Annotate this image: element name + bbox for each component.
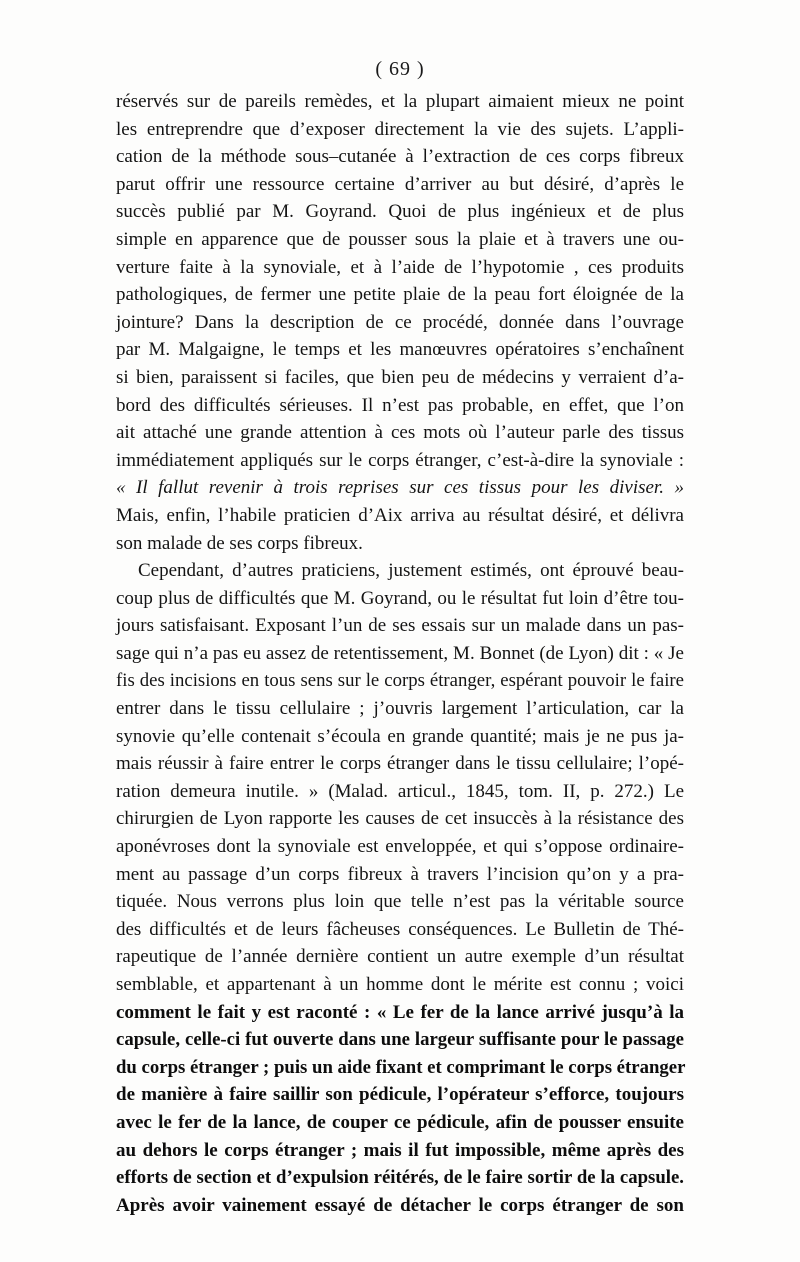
text-line: de manière à faire saillir son pédicule, l’opérateur s’efforce, toujours xyxy=(116,1084,684,1106)
text-line: capsule, celle-ci fut ouverte dans une largeur suffisante pour le passage xyxy=(116,1029,684,1051)
text-line: jours satisfaisant. Exposant l’un de ses essais sur un malade dans un pas- xyxy=(116,615,684,637)
text-line: fis des incisions en tous sens sur le corps étranger, espérant pouvoir le faire xyxy=(116,670,684,692)
text-line: tiquée. Nous verrons plus loin que telle n’est pas la véritable source xyxy=(116,891,684,913)
text-line: les entreprendre que d’exposer directement la vie des sujets. L’appli- xyxy=(116,118,684,140)
text-line: jointure? Dans la description de ce procédé, donnée dans l’ouvrage xyxy=(116,311,684,333)
text-line: ait attaché une grande attention à ces mots où l’auteur parle des tissus xyxy=(116,422,684,444)
text-line: des difficultés et de leurs fâcheuses conséquences. Le Bulletin de Thé- xyxy=(116,918,684,940)
text-line: au dehors le corps étranger ; mais il fut impossible, même après des xyxy=(116,1139,684,1161)
text-line: bord des difficultés sérieuses. Il n’est pas probable, en effet, que l’on xyxy=(116,394,684,416)
text-line: chirurgien de Lyon rapporte les causes de cet insuccès à la résistance des xyxy=(116,808,684,830)
text-line: entrer dans le tissu cellulaire ; j’ouvris largement l’articulation, car la xyxy=(116,698,684,720)
text-line: comment le fait y est raconté : « Le fer de la lance arrivé jusqu’à la xyxy=(116,1001,684,1023)
text-line: ration demeura inutile. » (Malad. articul., 1845, tom. II, p. 272.) Le xyxy=(116,780,684,802)
text-line: Cependant, d’autres praticiens, justement estimés, ont éprouvé beau- xyxy=(138,560,684,582)
text-line: succès publié par M. Goyrand. Quoi de plus ingénieux et de plus xyxy=(116,201,684,223)
text-line: son malade de ses corps fibreux. xyxy=(116,532,363,554)
text-line: mais réussir à faire entrer le corps étranger dans le tissu cellulaire; l’opé- xyxy=(116,753,684,775)
text-line: avec le fer de la lance, de couper ce pédicule, afin de pousser ensuite xyxy=(116,1111,684,1133)
text-line: efforts de section et d’expulsion réitérés, de le faire sortir de la capsule. xyxy=(116,1167,684,1189)
text-line: verture faite à la synoviale, et à l’aide de l’hypotomie , ces produits xyxy=(116,256,684,278)
text-line: immédiatement appliqués sur le corps étranger, c’est-à-dire la synoviale : xyxy=(116,449,684,471)
text-line: rapeutique de l’année dernière contient un autre exemple d’un résultat xyxy=(116,946,684,968)
text-line: aponévroses dont la synoviale est enveloppée, et qui s’oppose ordinaire- xyxy=(116,836,684,858)
text-line: sage qui n’a pas eu assez de retentissement, M. Bonnet (de Lyon) dit : « Je xyxy=(116,642,684,664)
text-line: réservés sur de pareils remèdes, et la plupart aimaient mieux ne point xyxy=(116,91,684,112)
text-line: par M. Malgaigne, le temps et les manœuvres opératoires s’enchaînent xyxy=(116,339,684,361)
text-line: si bien, paraissent si faciles, que bien peu de médecins y verraient d’a- xyxy=(116,366,684,388)
text-line: synovie qu’elle contenait s’écoula en grande quantité; mais je ne pus ja- xyxy=(116,725,684,747)
text-line: coup plus de difficultés que M. Goyrand, ou le résultat fut loin d’être tou- xyxy=(116,587,684,609)
quotation-line: « Il fallut revenir à trois reprises sur ces tissus pour les diviser. » xyxy=(116,477,684,499)
text-line: parut offrir une ressource certaine d’arriver au but désiré, d’après le xyxy=(116,173,684,195)
text-line: simple en apparence que de pousser sous la plaie et à travers une ou- xyxy=(116,228,684,250)
text-line: pathologiques, de fermer une petite plaie de la peau fort éloignée de la xyxy=(116,284,684,306)
text-line: cation de la méthode sous–cutanée à l’extraction de ces corps fibreux xyxy=(116,146,684,168)
text-line: Mais, enfin, l’habile praticien d’Aix arriva au résultat désiré, et délivra xyxy=(116,504,684,526)
text-line: du corps étranger ; puis un aide fixant et comprimant le corps étranger xyxy=(116,1056,686,1078)
body-text xyxy=(116,88,684,1219)
text-line: semblable, et appartenant à un homme dont le mérite est connu ; voici xyxy=(116,974,684,995)
page-number: ( 69 ) xyxy=(375,58,425,80)
text-line: Après avoir vainement essayé de détacher le corps étranger de son xyxy=(116,1194,684,1216)
text-line: ment au passage d’un corps fibreux à travers l’incision qu’on y a pra- xyxy=(116,863,684,885)
